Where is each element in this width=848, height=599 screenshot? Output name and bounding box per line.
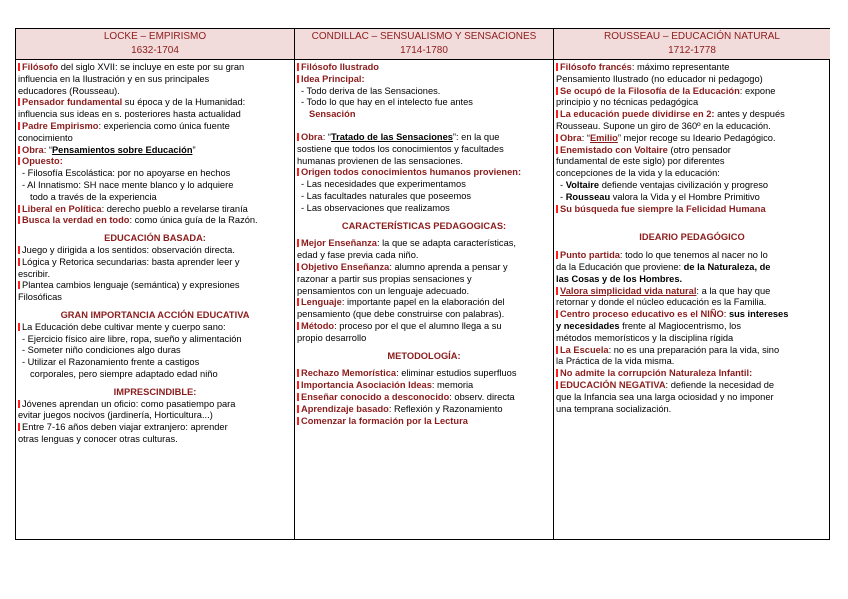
bullet-icon	[556, 63, 558, 71]
text-span: :	[723, 309, 729, 320]
text-line: Rousseau. Supone un giro de 360º en la educación.	[556, 120, 771, 131]
text-span: : memoria	[431, 380, 474, 391]
text-span: Importancia Asociación Ideas	[301, 380, 432, 391]
text-span: Lógica y Retorica secundarias: basta aprender leer y	[22, 256, 240, 267]
text-line	[556, 133, 828, 145]
text-span: La educación puede dividirse en 2:	[560, 109, 715, 120]
text-span: Juego y dirigida a los sentidos: observación directa.	[22, 244, 235, 255]
text-span: Origen todos conocimientos humanos provienen:	[301, 167, 522, 178]
bullet-icon	[18, 98, 20, 106]
text-span: Busca la verdad en todo	[22, 215, 130, 226]
bullet-icon	[556, 146, 558, 154]
text-line	[18, 156, 292, 168]
text-span: : “	[581, 132, 590, 143]
text-span: Mejor Enseñanza	[301, 238, 377, 249]
text-line	[18, 322, 292, 334]
text-line	[556, 380, 828, 392]
text-line	[556, 204, 828, 216]
text-line	[18, 280, 292, 292]
text-line	[18, 204, 292, 216]
text-line: evitar juegos nocivos (jardinería, Horticultura...)	[18, 410, 213, 421]
text-span: Jóvenes aprendan un oficio: como pasatiempo para	[22, 398, 236, 409]
bullet-icon	[18, 281, 20, 289]
text-span: Entre 7-16 años deben viajar extranjero: aprender	[22, 422, 228, 433]
text-span: Liberal en Política	[22, 203, 102, 214]
text-span: valora la Vida y el Hombre Primitivo	[610, 191, 760, 202]
header-locke	[16, 29, 294, 60]
text-span: (otro pensador	[667, 144, 731, 155]
bullet-icon	[556, 87, 558, 95]
header-years: 1632-1704	[131, 45, 179, 56]
summary-table	[15, 28, 830, 540]
text-line: conocimiento	[18, 132, 73, 143]
bullet-icon	[18, 400, 20, 408]
text-line: principio y no técnicas pedagógica	[556, 97, 699, 108]
bullet-icon	[297, 393, 299, 401]
bullet-icon	[556, 251, 558, 259]
text-span: Idea Principal:	[301, 73, 365, 84]
text-span: : eliminar estudios superfluos	[396, 368, 517, 379]
bullet-icon	[18, 323, 20, 331]
bullet-icon	[297, 168, 299, 176]
text-line: razonar a partir sus propias sensaciones y	[297, 273, 472, 284]
text-line: educadores (Rousseau).	[18, 85, 120, 96]
text-line: - Filosofía Escolástica: por no apoyarse en hechos	[22, 168, 231, 179]
text-line	[297, 297, 551, 309]
text-span: Voltaire	[565, 179, 600, 190]
text-line: que la Infancia sea una larga ociosidad y no imponer	[556, 391, 774, 402]
text-line	[18, 145, 292, 157]
text-span: Sensación	[309, 109, 356, 120]
text-span: : “	[43, 144, 52, 155]
bullet-icon	[556, 110, 558, 118]
text-span: Punto partida	[560, 250, 620, 261]
header-title: ROUSSEAU – EDUCACIÓN NATURAL	[604, 31, 780, 42]
text-line	[18, 215, 292, 227]
text-line: - Las observaciones que realizamos	[301, 202, 450, 213]
text-span: ” mejor recoge su Ideario Pedagógico.	[617, 132, 776, 143]
bullet-icon	[18, 246, 20, 254]
text-span: Filósofo Ilustrado	[301, 62, 379, 72]
text-span: defiende ventajas civilización y progreso	[599, 179, 769, 190]
text-line	[297, 416, 551, 428]
text-span: Pensamientos sobre Educación	[51, 144, 193, 155]
text-line	[18, 422, 292, 434]
bullet-icon	[18, 216, 20, 224]
text-line: pensamiento (que debe construirse con palabras).	[297, 309, 505, 320]
text-line: pensamientos con un lenguaje adecuado.	[297, 285, 470, 296]
text-line	[18, 62, 292, 74]
text-line	[18, 399, 292, 411]
bullet-icon	[297, 369, 299, 377]
text-line: influencia en la Ilustración y en sus principales	[18, 73, 210, 84]
locke-column	[16, 60, 294, 539]
text-line	[556, 250, 828, 262]
text-span: da la Educación que proviene:	[556, 261, 684, 272]
section-title: METODOLOGÍA:	[387, 350, 461, 361]
text-span: Aprendizaje basado	[301, 403, 389, 414]
bullet-icon	[18, 122, 20, 130]
text-line	[556, 62, 828, 74]
text-line: - Todo deriva de las Sensaciones.	[301, 85, 441, 96]
text-span: Opuesto:	[22, 156, 63, 167]
text-span: Valora simplicidad vida natural	[560, 285, 697, 296]
bullet-icon	[18, 205, 20, 213]
text-line	[297, 74, 551, 86]
header-title: CONDILLAC – SENSUALISMO Y SENSACIONES	[311, 31, 537, 42]
text-span: : alumno aprenda a pensar y	[389, 261, 508, 272]
text-span: : importante papel en la elaboración del	[341, 297, 505, 308]
text-line: corporales, pero siempre adaptado edad niño	[30, 368, 218, 379]
text-span: Obra	[22, 144, 44, 155]
section-title: IMPRESCINDIBLE:	[113, 386, 197, 397]
text-span: Padre Empirismo	[22, 120, 99, 131]
text-line	[297, 167, 551, 179]
text-line	[297, 380, 551, 392]
text-span: Obra	[301, 131, 323, 142]
text-span: del siglo XVII: se incluye en este por su gran	[58, 62, 245, 72]
rousseau-column	[554, 60, 830, 539]
text-line: sostiene que todos los conocimientos y facultades	[297, 143, 504, 154]
text-span: : todo lo que tenemos al nacer no lo	[619, 250, 768, 261]
text-line: concepciones de la vida y la educación:	[556, 168, 720, 179]
section-title: EDUCACIÓN BASADA:	[104, 233, 206, 244]
text-span: : defiende la necesidad de	[665, 379, 775, 390]
bullet-icon	[297, 298, 299, 306]
text-line: - Las necesidades que experimentamos	[301, 179, 466, 190]
bullet-icon	[297, 417, 299, 425]
text-line: Pensamiento Ilustrado (no educador ni pedagogo)	[556, 73, 763, 84]
bullet-icon	[297, 322, 299, 330]
text-span: Su búsqueda fue siempre la Felicidad Humana	[560, 203, 766, 214]
bullet-icon	[297, 75, 299, 83]
text-span: Emilio	[589, 132, 618, 143]
text-line: métodos memorísticos y la disciplina rígida	[556, 332, 734, 343]
text-line	[556, 321, 828, 333]
text-line	[297, 321, 551, 333]
bullet-icon	[556, 134, 558, 142]
text-span: Centro proceso educativo es el NIÑO	[560, 309, 724, 320]
bullet-icon	[556, 381, 558, 389]
bullet-icon	[297, 133, 299, 141]
bullet-icon	[18, 258, 20, 266]
text-span: sus intereses	[728, 309, 789, 320]
text-line	[297, 132, 551, 144]
text-line: la Práctica de la vida misma.	[556, 356, 675, 367]
text-line	[297, 368, 551, 380]
text-span: : Reflexión y Razonamiento	[388, 403, 503, 414]
text-line	[297, 62, 551, 74]
text-line	[297, 262, 551, 274]
bullet-icon	[18, 423, 20, 431]
text-span: Comenzar la formación por la Lectura	[301, 415, 468, 426]
bullet-icon	[297, 381, 299, 389]
text-span: : no es una preparación para la vida, sino	[608, 344, 780, 355]
header-years: 1712-1778	[668, 45, 716, 56]
text-line: fundamental de este siglo) por diferentes	[556, 156, 725, 167]
text-span: No admite la corrupción Naturaleza Infantil:	[560, 368, 753, 379]
text-line: - Ejercicio físico aire libre, ropa, sueño y alimentación	[22, 333, 242, 344]
text-line	[556, 109, 828, 121]
text-line: otras lenguas y conocer otras culturas.	[18, 433, 178, 444]
bullet-icon	[18, 63, 20, 71]
text-line	[556, 262, 828, 274]
text-line: - Las facultades naturales que poseemos	[301, 190, 472, 201]
header-rousseau	[554, 29, 830, 60]
bullet-icon	[18, 146, 20, 154]
text-span: : máximo representante	[631, 62, 730, 72]
text-line: propio desarrollo	[297, 332, 367, 343]
text-span: : “	[322, 131, 331, 142]
text-span: Enemistado con Voltaire	[560, 144, 668, 155]
text-span: Método	[301, 320, 335, 331]
text-span: y necesidades	[556, 320, 620, 331]
text-line	[297, 109, 551, 121]
text-line: todo a través de la experiencia	[30, 191, 157, 202]
text-span: de la Naturaleza, de	[683, 261, 771, 272]
text-span: EDUCACIÓN NEGATIVA	[560, 379, 666, 390]
text-span: Filósofo	[22, 62, 59, 72]
text-span: La Escuela	[560, 344, 609, 355]
text-span: frente al Magiocentrismo, los	[619, 320, 742, 331]
text-span: Pensador fundamental	[22, 97, 123, 108]
text-line: - Al Innatismo: SH nace mente blanco y lo adquiere	[22, 179, 234, 190]
text-line: una temprana socialización.	[556, 403, 672, 414]
text-line: las Cosas y de los Hombres.	[556, 273, 683, 284]
text-line: influencia sus ideas en s. posteriores hasta actualidad	[18, 109, 241, 120]
text-span: Tratado de las Sensaciones	[330, 131, 453, 142]
text-span: : observ. directa	[449, 391, 515, 402]
bullet-icon	[556, 346, 558, 354]
text-line	[297, 238, 551, 250]
text-line: Filosóficas	[18, 292, 62, 303]
text-line	[556, 145, 828, 157]
text-span: : proceso por el que el alumno llega a su	[334, 320, 502, 331]
text-line: retornar y donde el núcleo educación es la Familia.	[556, 297, 767, 308]
text-line	[18, 257, 292, 269]
section-title: IDEARIO PEDAGÓGICO	[639, 232, 745, 243]
text-line: - Someter niño condiciones algo duras	[22, 345, 181, 356]
text-line: humanas provienen de las sensaciones.	[297, 155, 463, 166]
text-span: Lenguaje	[301, 297, 342, 308]
header-years: 1714-1780	[400, 45, 448, 56]
bullet-icon	[297, 405, 299, 413]
text-span: La Educación debe cultivar mente y cuerpo sano:	[22, 321, 226, 332]
text-line	[18, 245, 292, 257]
text-span: : experiencia como única fuente	[98, 120, 230, 131]
text-span: : como única guía de la Razón.	[129, 215, 258, 226]
text-span: Objetivo Enseñanza	[301, 261, 390, 272]
header-title: LOCKE – EMPIRISMO	[103, 31, 207, 42]
text-line	[556, 286, 828, 298]
text-line	[18, 121, 292, 133]
text-line	[297, 404, 551, 416]
bullet-icon	[297, 263, 299, 271]
text-line: escribir.	[18, 268, 51, 279]
text-span: Plantea cambios lenguaje (semántica) y expresiones	[22, 280, 240, 291]
text-span: : expone	[739, 85, 776, 96]
text-span: antes y después	[714, 109, 785, 120]
text-span: ”	[192, 144, 196, 155]
text-line: - Utilizar el Razonamiento frente a castigos	[22, 357, 200, 368]
bullet-icon	[556, 369, 558, 377]
bullet-icon	[18, 157, 20, 165]
text-span: Filósofo francés	[560, 62, 632, 72]
bullet-icon	[556, 205, 558, 213]
text-line: - Voltaire defiende ventajas civilización y progreso	[560, 179, 769, 190]
text-line	[297, 392, 551, 404]
text-span: ”: en la que	[452, 131, 500, 142]
text-span: su época y de la Humanidad:	[122, 97, 246, 108]
text-line: edad y fase previa cada niño.	[297, 250, 419, 261]
section-title: GRAN IMPORTANCIA ACCIÓN EDUCATIVA	[60, 309, 250, 320]
condillac-column	[295, 60, 553, 539]
bullet-icon	[556, 287, 558, 295]
text-span: : derecho pueblo a revelarse tiranía	[101, 203, 248, 214]
text-span: : a la que hay que	[696, 285, 771, 296]
text-line	[556, 368, 828, 380]
text-line	[556, 309, 828, 321]
section-title: CARACTERÍSTICAS PEDAGOGICAS:	[341, 220, 507, 231]
text-span: Obra	[560, 132, 582, 143]
text-line: - Todo lo que hay en el intelecto fue antes	[301, 97, 473, 108]
text-span: Enseñar conocido a desconocido	[301, 391, 450, 402]
bullet-icon	[297, 63, 299, 71]
text-span: Rousseau	[565, 191, 611, 202]
bullet-icon	[297, 239, 299, 247]
header-condillac	[295, 29, 553, 60]
text-line	[18, 97, 292, 109]
text-span: Rechazo Memorística	[301, 368, 397, 379]
text-line	[556, 345, 828, 357]
text-line	[556, 86, 828, 98]
text-line: - Rousseau valora la Vida y el Hombre Primitivo	[560, 191, 760, 202]
bullet-icon	[556, 310, 558, 318]
text-span: Se ocupó de la Filosofía de la Educación	[560, 85, 740, 96]
text-span: : la que se adapta características,	[376, 238, 516, 249]
